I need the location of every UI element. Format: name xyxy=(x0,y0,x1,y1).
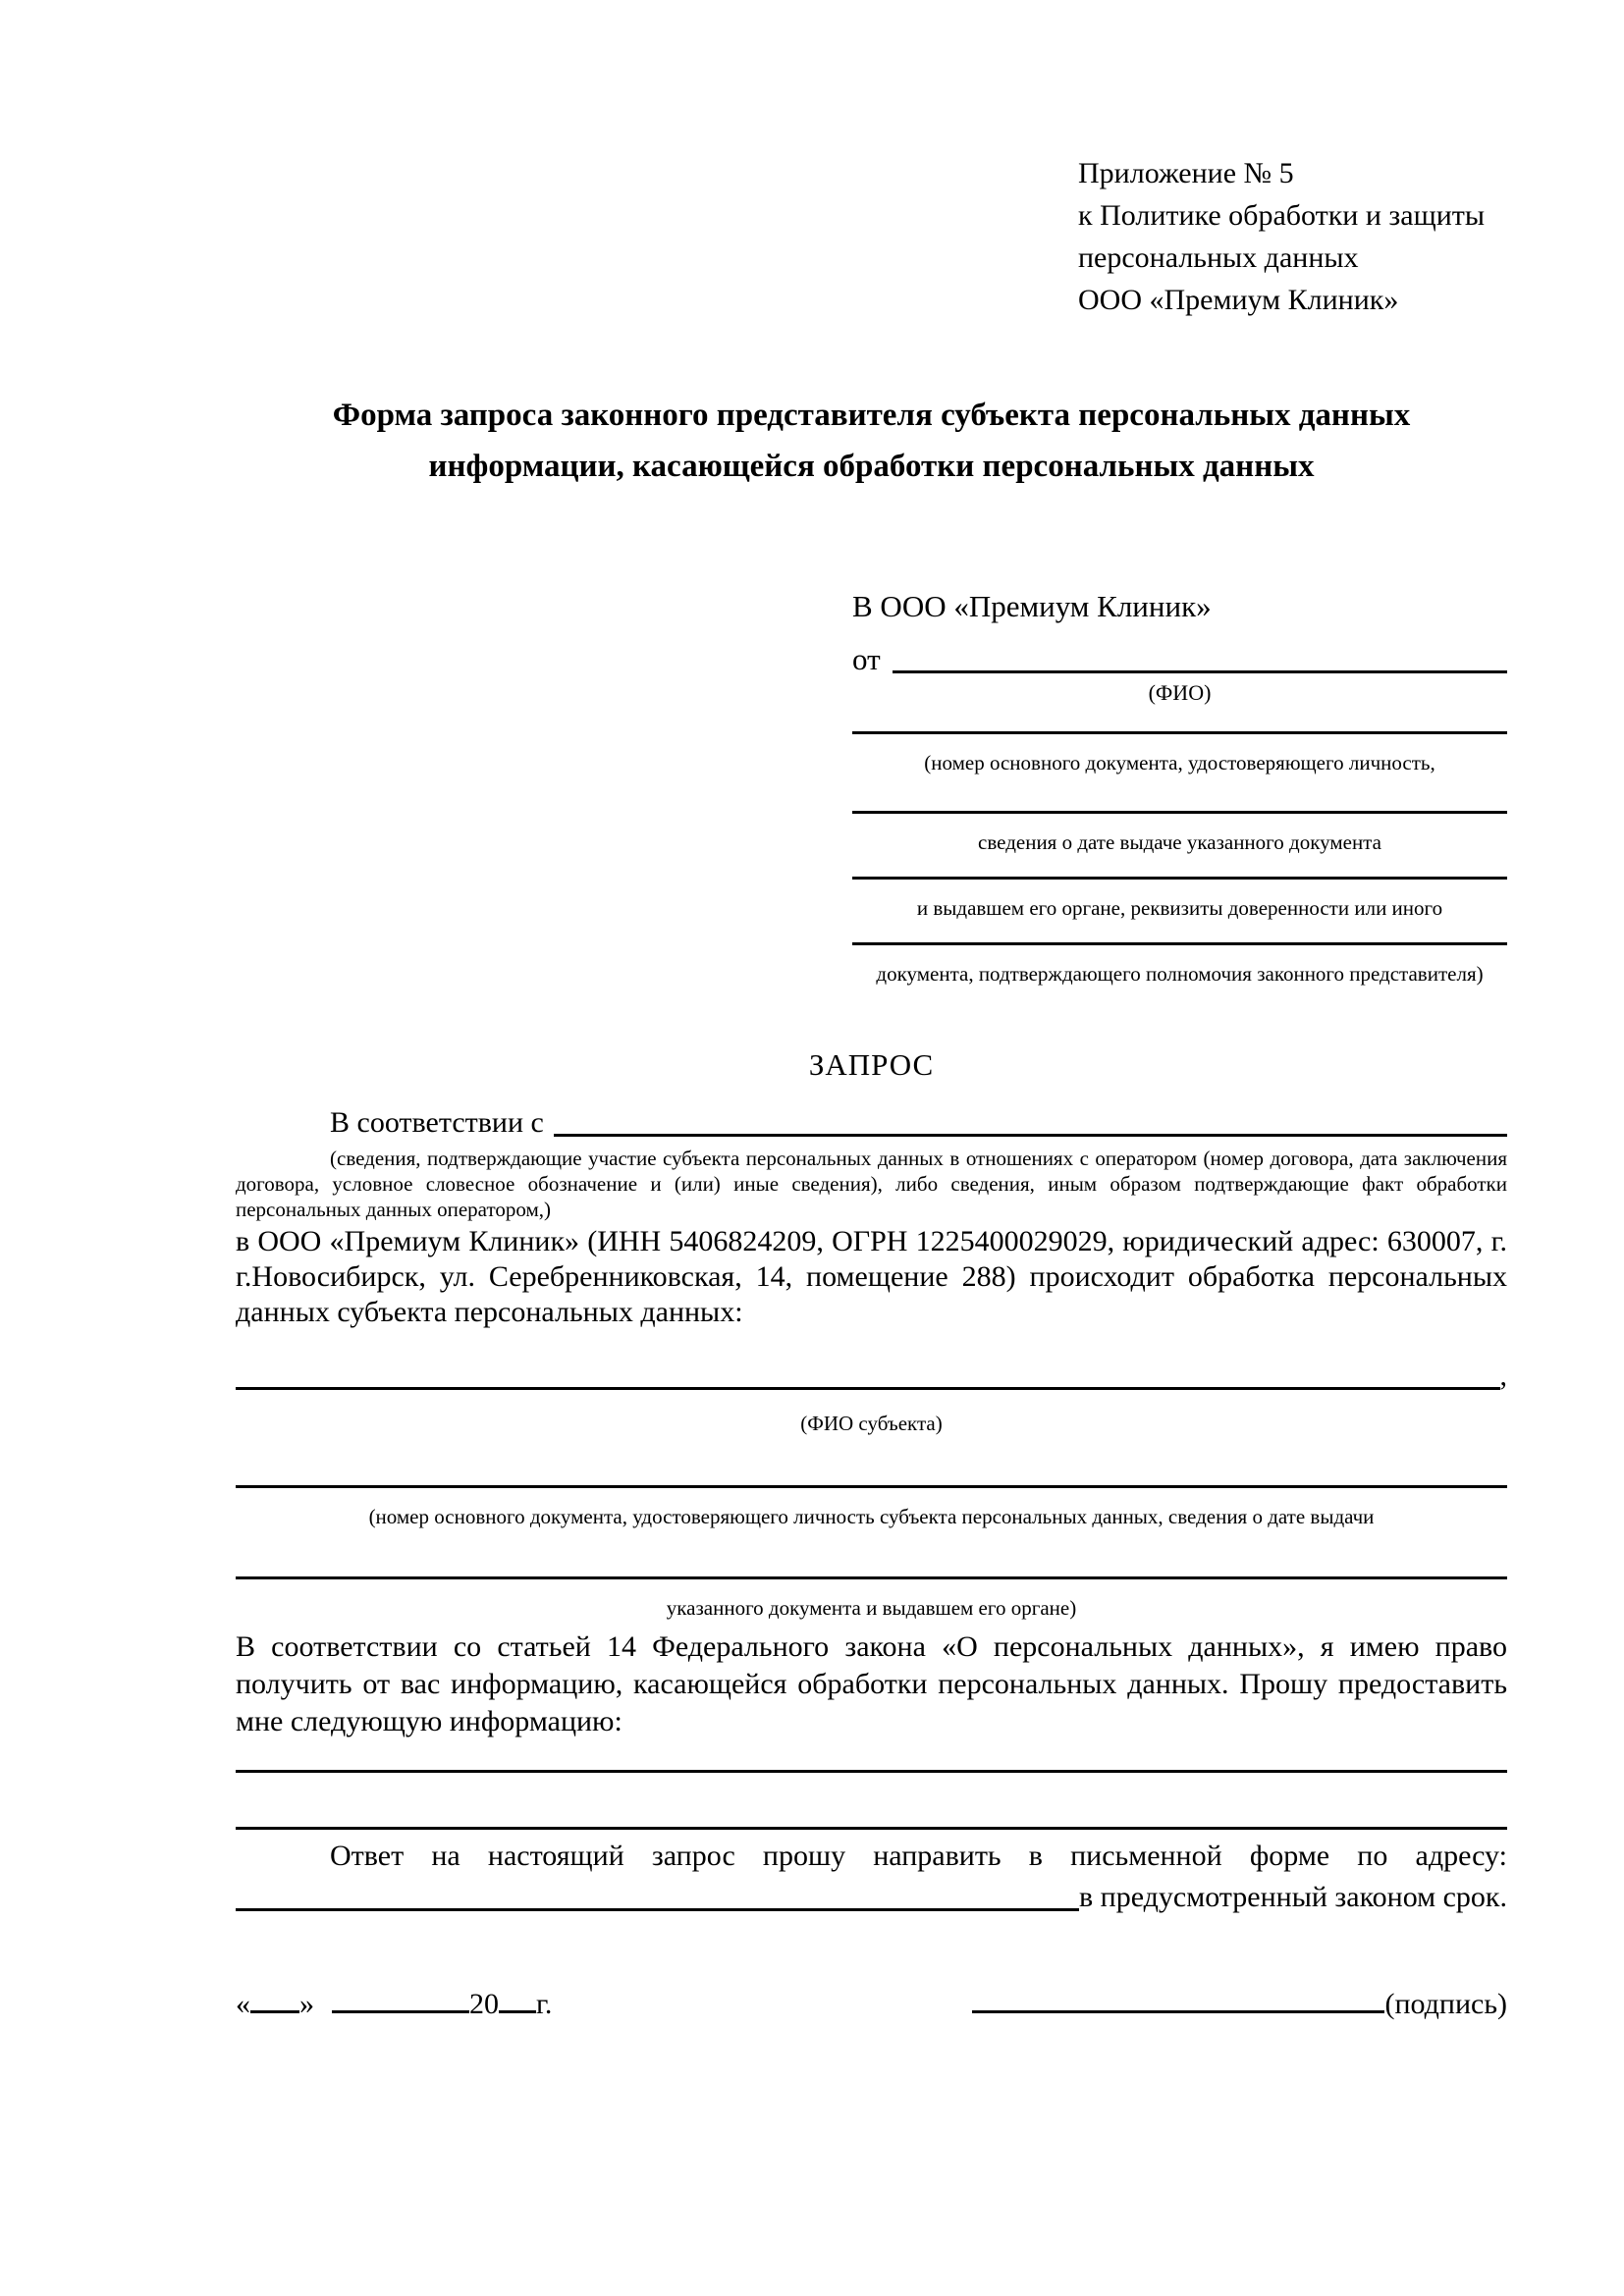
answer-address-line xyxy=(236,1908,1079,1911)
signature-row xyxy=(236,1981,1507,2023)
subject-fio-comma: , xyxy=(1499,1360,1507,1392)
date-year-prefix: 20 xyxy=(469,1988,499,2020)
signature-caption: (подпись) xyxy=(1384,1988,1507,2020)
basis-label: В соответствии с xyxy=(330,1106,544,1139)
date-month-line xyxy=(332,1981,469,2013)
from-row xyxy=(852,629,1507,678)
date-year-line xyxy=(499,1981,536,2013)
date-year-suffix: г. xyxy=(536,1988,553,2020)
info-fill-line-2 xyxy=(236,1827,1507,1830)
subject-fio-line xyxy=(236,1387,1500,1390)
doc-fill-line-3 xyxy=(852,877,1507,880)
appendix-line: к Политике обработки и защиты xyxy=(1078,199,1486,232)
fio-caption: (ФИО) xyxy=(1148,680,1212,705)
subject-doc-caption-2: указанного документа и выдавшем его органе) xyxy=(666,1596,1077,1620)
subject-fio-row xyxy=(236,1354,1507,1395)
appendix-line: ООО «Премиум Клиник» xyxy=(1078,284,1399,316)
subject-fio-caption: (ФИО субъекта) xyxy=(800,1412,943,1435)
doc-fill-caption-4: документа, подтверждающего полномочия законного представителя) xyxy=(876,962,1484,986)
info-fill-line-1 xyxy=(236,1770,1507,1773)
subject-doc-line-1 xyxy=(236,1485,1507,1488)
addressee-block xyxy=(852,584,1507,987)
doc-fill-caption-2: сведения о дате выдаче указанного документа xyxy=(978,830,1381,854)
basis-row xyxy=(236,1100,1507,1142)
form-title-line-1: Форма запроса законного представителя субъекта персональных данных xyxy=(332,398,1411,433)
answer-paragraph: Ответ на настоящий запрос прошу направить в письменной форме по адресу: xyxy=(330,1840,1507,1872)
appendix-line: персональных данных xyxy=(1078,241,1359,274)
basis-caption: (сведения, подтверждающие участие субъекта персональных данных в отношениях с оператором (номер договора, дата заключения договора, условное словесное обозначение и (или) иные сведения), либо сведения, иным образом подтверждающие факт обработки персональных данных оператором,) xyxy=(236,1147,1507,1221)
date-quote-close: » xyxy=(299,1988,314,2020)
from-fill-line xyxy=(893,670,1507,673)
addressee-to: В ООО «Премиум Клиник» xyxy=(852,589,1212,623)
request-heading: ЗАПРОС xyxy=(808,1047,935,1082)
law-paragraph: В соответствии со статьей 14 Федерального закона «О персональных данных», я имею право получить от вас информацию, касающейся обработки персональных данных. Прошу предоставить мне следующую информацию: xyxy=(236,1630,1507,1737)
date-quote-open: « xyxy=(236,1988,250,2020)
answer-tail: в предусмотренный законом срок. xyxy=(1079,1881,1507,1913)
doc-fill-caption-1: (номер основного документа, удостоверяющего личность, xyxy=(924,751,1435,774)
appendix-block xyxy=(1078,152,1507,321)
doc-fill-line-2 xyxy=(852,811,1507,814)
form-title-line-2: информации, касающейся обработки персональных данных xyxy=(428,449,1315,484)
subject-doc-line-2 xyxy=(236,1576,1507,1579)
doc-fill-caption-3: и выдавшем его органе, реквизиты доверенности или иного xyxy=(916,896,1443,920)
from-label: от xyxy=(852,642,881,676)
subject-doc-caption-1: (номер основного документа, удостоверяющего личность субъекта персональных данных, сведения о дате выдачи xyxy=(368,1505,1375,1528)
appendix-line: Приложение № 5 xyxy=(1078,157,1294,189)
basis-fill-line xyxy=(554,1134,1507,1137)
date-day-line xyxy=(250,1981,299,2013)
doc-fill-line-1 xyxy=(852,731,1507,734)
form-title xyxy=(236,390,1507,492)
signature-group xyxy=(972,1981,1507,2023)
doc-fill-line-4 xyxy=(852,942,1507,945)
operator-paragraph: в ООО «Премиум Клиник» (ИНН 5406824209, ОГРН 1225400029029, юридический адрес: 630007, г. г.Новосибирск, ул. Серебренниковская, 14, помещение 288) происходит обработка персональных данных субъекта персональных данных: xyxy=(236,1225,1507,1328)
date-group xyxy=(236,1981,552,2023)
signature-line xyxy=(972,1981,1384,2013)
answer-address-row xyxy=(236,1875,1507,1916)
